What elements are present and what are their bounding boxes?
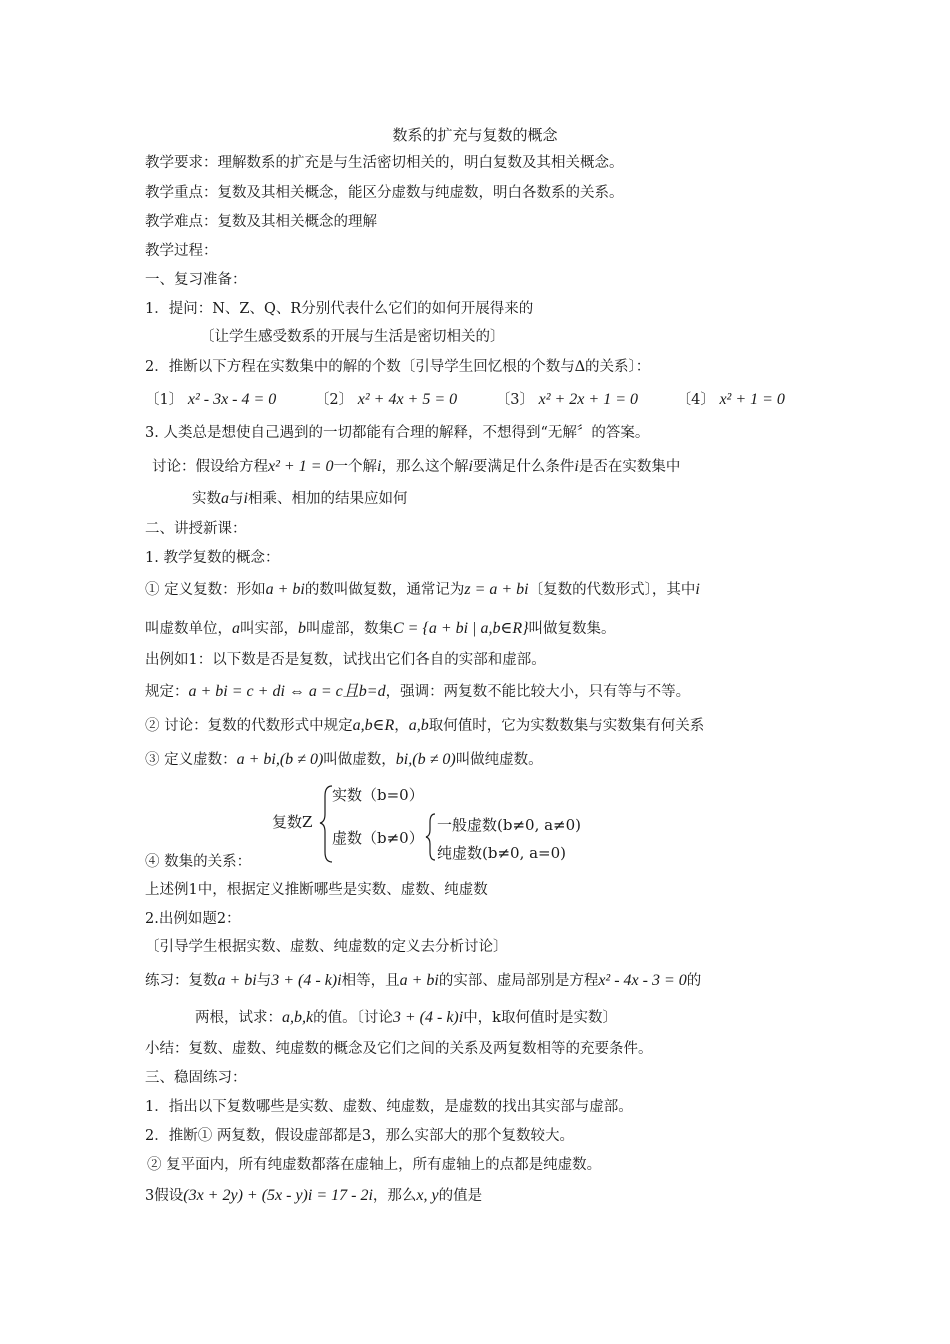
equation-1-number: 〔1〕 <box>145 392 184 408</box>
math-quadratic: x² - 4x - 3 = 0 <box>598 972 687 989</box>
math-a: a <box>232 620 240 637</box>
teaching-focus: 教学重点：复数及其相关概念，能区分虚数与纯虚数，明白各数系的关系。 <box>145 185 624 201</box>
question-2 <box>145 357 650 377</box>
teaching-difficulty: 教学难点：复数及其相关概念的理解 <box>145 214 377 230</box>
text: ， <box>394 718 409 734</box>
consolidation-2b: ② 复平面内，所有纯虚数都落在虚轴上，所有虚轴上的点都是纯虚数。 <box>147 1157 602 1173</box>
text: 的实部、虚局部别是方程 <box>438 973 599 989</box>
text: 与 <box>256 973 272 989</box>
tree-root: 复数Z <box>272 813 313 831</box>
text: 规定： <box>145 684 189 700</box>
text: 中，k取何值时是实数〕 <box>463 1010 617 1026</box>
imaginary-unit: i <box>695 581 700 598</box>
equation-list <box>145 390 785 410</box>
document-title: 数系的扩充与复数的概念 <box>392 126 558 144</box>
math-b: b <box>298 620 306 637</box>
consolidation-3 <box>145 1186 482 1206</box>
equation-3: x² + 2x + 1 = 0 <box>538 391 638 408</box>
section-2-heading: 二、讲授新课： <box>145 521 247 537</box>
equation-4-number: 〔4〕 <box>676 392 715 408</box>
discussion-algebraic-form <box>145 716 704 736</box>
text: 相等，且 <box>341 973 400 989</box>
text: 练习：复数 <box>145 973 218 989</box>
consolidation-2: 2．推断① 两复数，假设虚部都是3，那么实部大的那个复数较大。 <box>145 1128 575 1144</box>
tree-imaginary: 虚数（b≠0） <box>332 829 424 847</box>
discussion-text: 要满足什么条件 <box>472 459 575 475</box>
question-3: 3. 人类总是想使自己遇到的一切都能有合理的解释，不想得到“无解〞的答案。 <box>145 425 650 441</box>
discussion-2 <box>192 489 407 509</box>
equation-1: x² - 3x - 4 = 0 <box>187 391 277 408</box>
text: 叫做复数集。 <box>528 621 616 637</box>
discussion-text: 是否在实数集中 <box>578 459 681 475</box>
definition-imaginary <box>145 750 543 770</box>
math-z-equals: z = a + bi <box>464 581 529 598</box>
section-3-heading: 三、稳固练习： <box>145 1070 247 1086</box>
discussion-text: 一个解 <box>333 459 377 475</box>
text: 叫虚部，数集 <box>306 621 393 637</box>
text: 叫实部， <box>240 621 298 637</box>
math-abk: a,b,k <box>282 1009 314 1026</box>
teaching-process: 教学过程： <box>145 243 218 259</box>
math-a-plus-bi: a + bi <box>265 581 305 598</box>
discussion-text: 讨论：假设给方程 <box>152 459 268 475</box>
practice <box>145 971 701 991</box>
text: 〔复数的代数形式〕，其中 <box>528 582 696 598</box>
practice-2 <box>195 1008 617 1028</box>
discussion-text: 相乘、相加的结果应如何 <box>247 491 408 507</box>
text: 的 <box>686 973 702 989</box>
imaginary-unit: i <box>377 458 382 475</box>
tree-pure-imaginary: 纯虚数(b≠0, a=0) <box>437 844 567 862</box>
text: ，那么 <box>372 1188 417 1204</box>
summary: 小结：复数、虚数、纯虚数的概念及它们之间的关系及两复数相等的充要条件。 <box>145 1041 653 1057</box>
math-ab-in-r: a,b∈R <box>352 717 395 734</box>
teaching-goal: 教学要求：理解数系的扩充是与生活密切相关的，明白复数及其相关概念。 <box>145 155 624 171</box>
text: 的值。〔讨论 <box>313 1010 393 1026</box>
equation-4: x² + 1 = 0 <box>719 391 785 408</box>
math-3-plus: 3 + (4 - k)i <box>271 972 342 989</box>
imaginary-unit: i <box>468 458 473 475</box>
definition-complex <box>145 580 700 600</box>
discussion-text: ，那么这个解 <box>381 459 469 475</box>
consolidation-1: 1．指出以下复数哪些是实数、虚数、纯虚数，是虚数的找出其实部与虚部。 <box>145 1099 633 1115</box>
math-3-plus: 3 + (4 - k)i <box>392 1009 464 1026</box>
example-2-note: 〔引导学生根据实数、虚数、纯虚数的定义去分析讨论〕 <box>145 939 508 955</box>
discussion-text: 与 <box>229 491 244 507</box>
text: 的值是 <box>438 1188 483 1204</box>
math-equation-xy: (3x + 2y) + (5x - y)i = 17 - 2i <box>183 1187 373 1204</box>
text: 的数叫做复数，通常记为 <box>304 582 465 598</box>
topic-1: 1. 教学复数的概念： <box>145 550 280 566</box>
equation-3-number: 〔3〕 <box>495 392 534 408</box>
equality-condition: a + bi = c + di ⇔ a = c且b=d <box>188 683 386 700</box>
math-a: a <box>221 490 229 507</box>
example-2: 2.出例如题2： <box>145 911 241 927</box>
math-a-plus-bi: a + bi <box>217 972 257 989</box>
imaginary-unit: i <box>574 458 579 475</box>
equation-2-number: 〔2〕 <box>314 392 354 408</box>
text: 3假设 <box>145 1188 184 1204</box>
math-imaginary: a + bi,(b ≠ 0) <box>236 751 324 768</box>
text: 叫做纯虚数。 <box>455 752 543 768</box>
text: ① 定义复数：形如 <box>145 582 266 598</box>
question-1: 1．提问：N、Z、Q、R分别代表什么它们的如何开展得来的 <box>145 301 534 317</box>
equality-rule <box>145 682 690 702</box>
text: 叫虚数单位， <box>145 621 232 637</box>
section-1-heading: 一、复习准备： <box>145 272 247 288</box>
tree-real: 实数（b=0） <box>332 786 424 804</box>
complex-set: C = {a + bi | a,b∈R} <box>393 620 529 637</box>
set-relation: ④ 数集的关系： <box>145 854 252 870</box>
math-ab: a,b <box>408 717 429 734</box>
example-1: 出例如1：以下数是否是复数，试找出它们各自的实部和虚部。 <box>145 652 546 668</box>
text: 两根，试求： <box>195 1010 282 1026</box>
discussion-text: 实数 <box>192 491 221 507</box>
equation-2: x² + 4x + 5 = 0 <box>357 391 458 408</box>
text: 叫做虚数， <box>323 752 396 768</box>
imaginary-unit: i <box>243 490 248 507</box>
question-2-text-end: 的关系〕： <box>585 359 651 375</box>
text: 取何值时，它为实数数集与实数集有何关系 <box>428 718 705 734</box>
definition-complex-2 <box>145 619 616 639</box>
text: ③ 定义虚数： <box>145 752 237 768</box>
delta-symbol: Δ <box>574 358 586 375</box>
classification-tree <box>270 778 630 868</box>
math-a-plus-bi: a + bi <box>399 972 439 989</box>
math-xy: x, y <box>416 1187 439 1204</box>
math-pure-imaginary: bi,(b ≠ 0) <box>395 751 456 768</box>
discussion <box>152 457 680 477</box>
text: ，强调：两复数不能比较大小，只有等与不等。 <box>385 684 691 700</box>
example-1-followup: 上述例1中，根据定义推断哪些是实数、虚数、纯虚数 <box>145 882 488 898</box>
tree-general-imaginary: 一般虚数(b≠0, a≠0) <box>437 816 582 834</box>
question-2-text: 2．推断以下方程在实数集中的解的个数〔引导学生回忆根的个数与 <box>145 359 575 375</box>
text: ② 讨论：复数的代数形式中规定 <box>145 718 353 734</box>
question-1-note: 〔让学生感受数系的开展与生活是密切相关的〕 <box>200 329 505 345</box>
discussion-equation: x² + 1 = 0 <box>268 458 334 475</box>
